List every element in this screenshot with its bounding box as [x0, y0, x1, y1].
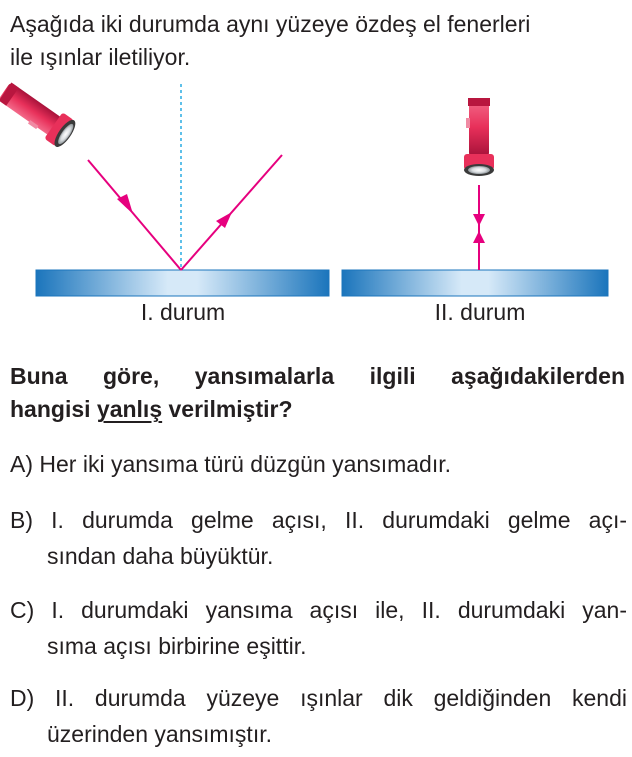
option-c-line-2: sıma açısı birbirine eşittir.	[47, 633, 307, 659]
intro-line-2: ile ışınlar iletiliyor.	[10, 44, 191, 70]
question-line-2-end: verilmiştir?	[162, 396, 293, 422]
mirror-surface-case-1	[36, 270, 329, 296]
option-c-line-1: C) I. durumdaki yansıma açısı ile, II. durumdaki yan-	[10, 597, 627, 623]
question-line-1: Buna göre, yansımalarla ilgili aşağıdakilerden	[10, 363, 625, 389]
intro-text	[10, 8, 625, 74]
flashlight-icon-case-2	[464, 98, 494, 176]
flashlight-icon-case-1	[0, 80, 79, 150]
question-text	[10, 360, 625, 426]
incident-ray-case-1	[88, 160, 181, 270]
question-line-2-start: hangisi	[10, 396, 97, 422]
option-d[interactable]	[10, 680, 627, 752]
option-b-line-1: B) I. durumda gelme açısı, II. durumdaki gelme açı-	[10, 507, 627, 533]
option-a-line-1: A) Her iki yansıma türü düzgün yansımadır.	[10, 451, 452, 477]
option-d-line-1: D) II. durumda yüzeye ışınlar dik geldiğinden kendi	[10, 685, 627, 711]
case-1-label: I. durum	[140, 299, 226, 325]
option-b-line-2: sından daha büyüktür.	[47, 543, 274, 569]
option-d-line-2: üzerinden yansımıştır.	[47, 721, 272, 747]
option-a[interactable]	[10, 446, 627, 482]
question-line-2	[10, 393, 625, 426]
down-arrow-case-2	[473, 214, 485, 226]
option-c[interactable]	[10, 592, 627, 664]
mirror-surface-case-2	[342, 270, 608, 296]
intro-line-1: Aşağıda iki durumda aynı yüzeye özdeş el fenerleri	[10, 11, 531, 37]
emphasized-word: yanlış	[96, 396, 163, 422]
up-arrow-case-2	[473, 231, 485, 243]
case-2-label: II. durum	[434, 299, 526, 325]
option-b[interactable]	[10, 502, 627, 574]
reflected-arrow-case-1	[216, 212, 232, 228]
